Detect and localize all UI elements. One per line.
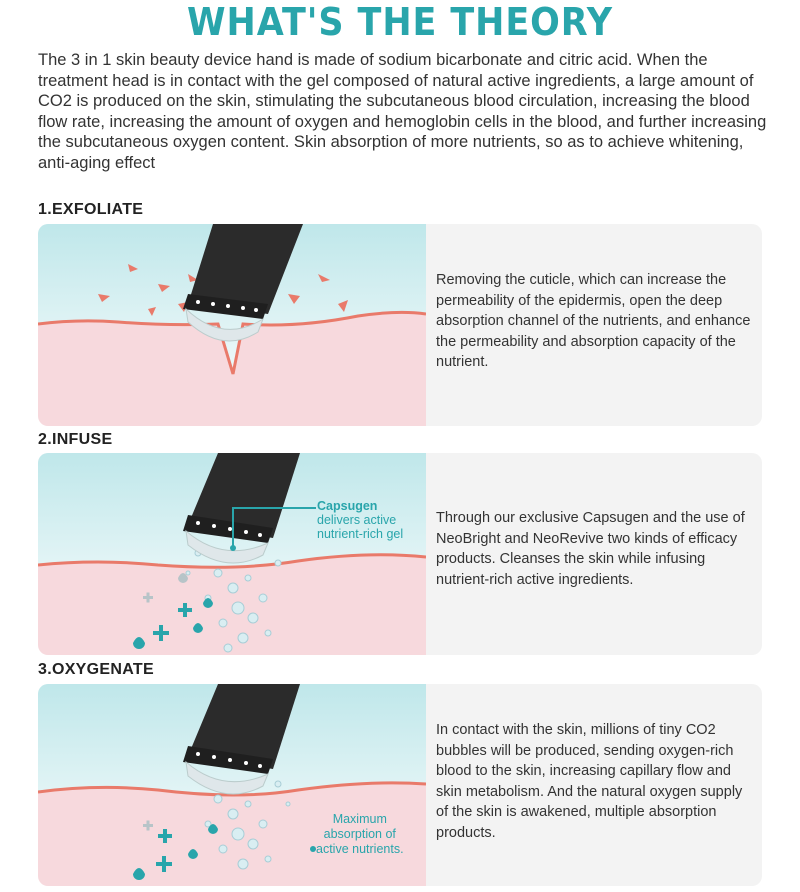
step-infuse-label: 2.INFUSE [38, 431, 113, 448]
absorption-callout [316, 812, 404, 857]
callout-line: absorption of [323, 827, 396, 841]
step-oxygenate-label: 3.OXYGENATE [38, 661, 154, 678]
step-oxygenate-description: In contact with the skin, millions of tiny CO2 bubbles will be produced, sending oxygen-rich blood to the skin, increasing capillary flow and skin metabolism. And the natural oxygen supply of the skin is awakened, multiple absorption products. [436, 722, 743, 841]
infuse-illustration [38, 453, 426, 655]
callout-line: nutrient-rich gel [317, 527, 404, 541]
page-title: WHAT'S THE THEORY [187, 0, 613, 44]
callout-line: active nutrients. [316, 842, 404, 856]
step-exfoliate-label: 1.EXFOLIATE [38, 201, 144, 218]
step-infuse-description: Through our exclusive Capsugen and the use of NeoBright and NeoRevive two kinds of efficacy products. Cleanses the skin while infusing nutrient-rich active ingredients. [436, 510, 745, 588]
intro-paragraph: The 3 in 1 skin beauty device hand is made of sodium bicarbonate and citric acid. When the treatment head is in contact with the gel composed of natural active ingredients, a large amount of CO2 is produced on the skin, stimulating the subcutaneous blood circulation, increasing the blood flow rate, increasing the amount of oxygen and hemoglobin cells in the blood, and further increasing the subcutaneous oxygen content. Skin absorption of more nutrients, so as to achieve whitening, anti-aging effect [38, 51, 767, 172]
capsugen-callout [317, 499, 403, 541]
callout-line: Maximum [332, 812, 387, 826]
exfoliate-illustration [38, 224, 426, 426]
callout-line: delivers active [317, 513, 397, 527]
step-infuse-card [38, 453, 762, 655]
step-exfoliate-card [38, 224, 762, 426]
step-exfoliate-description: Removing the cuticle, which can increase the permeability of the epidermis, open the deep absorption channel of the nutrients, and enhance the permeability and absorption capacity of the nutrient. [436, 272, 751, 370]
callout-line: Capsugen [317, 499, 378, 513]
step-oxygenate-card [38, 684, 762, 886]
